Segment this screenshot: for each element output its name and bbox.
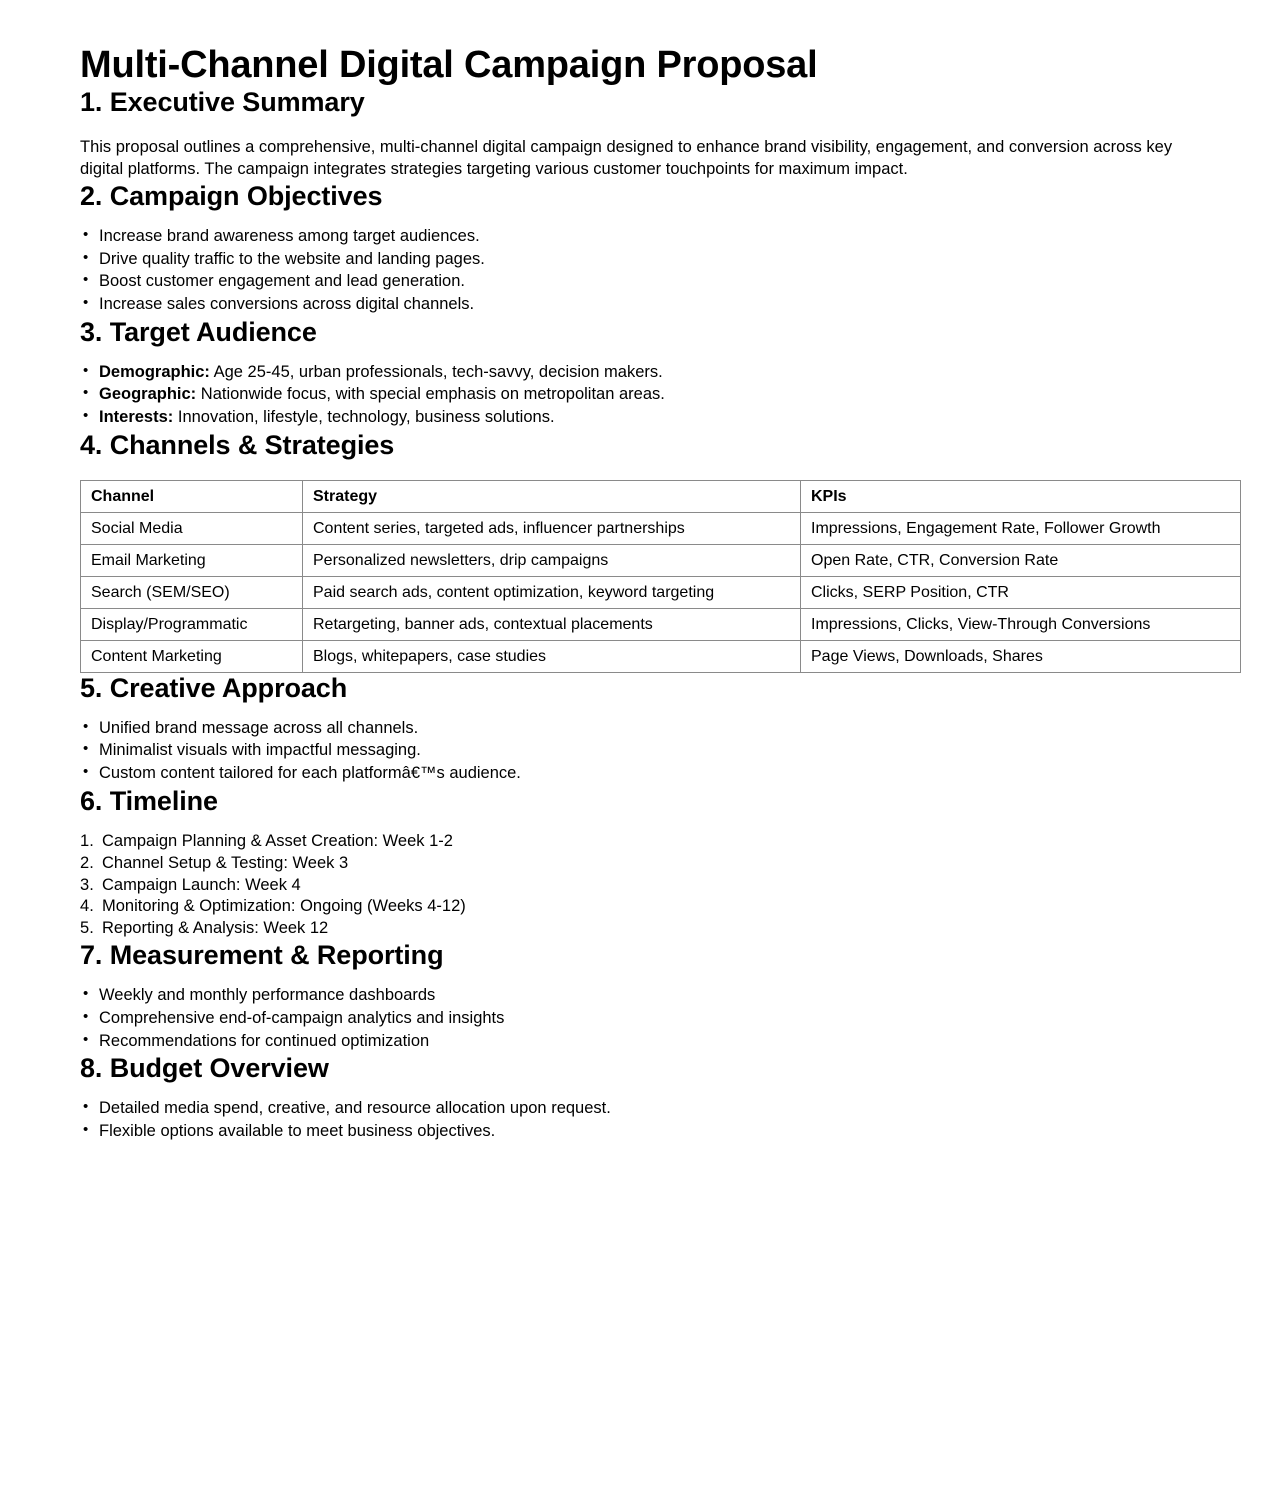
list-item: • Detailed media spend, creative, and resource allocation upon request. [80,1098,1183,1119]
column-header-strategy: Strategy [303,480,801,512]
executive-summary-paragraph: This proposal outlines a comprehensive, multi-channel digital campaign designed to enhance brand visibility, engagement, and conversion across key digital platforms. The campaign integrates strategies targeting various customer touchpoints for maximum impact. [80,137,1173,179]
list-item-text: Nationwide focus, with special emphasis on metropolitan areas. [196,385,665,404]
cell-channel: Social Media [81,512,303,544]
section-heading-campaign-objectives: 2. Campaign Objectives [80,181,383,212]
section-heading-timeline: 6. Timeline [80,785,218,816]
list-item-text: Age 25-45, urban professionals, tech-savvy, decision makers. [209,362,663,381]
cell-channel: Email Marketing [81,544,303,576]
cell-channel: Display/Programmatic [81,608,303,640]
creative-approach-list [80,704,1183,784]
cell-strategy: Content series, targeted ads, influencer partnerships [303,512,801,544]
list-item: Campaign Launch: Week 4 [102,875,301,894]
section-heading-creative-approach: 5. Creative Approach [80,672,348,703]
list-item-text: Innovation, lifestyle, technology, business solutions. [173,407,555,426]
cell-kpis: Open Rate, CTR, Conversion Rate [801,544,1241,576]
list-item-label: Demographic: [99,362,210,381]
table-row [81,576,1241,608]
budget-overview-list [80,1084,1183,1141]
cell-kpis: Page Views, Downloads, Shares [801,640,1241,672]
section-heading-measurement-reporting: 7. Measurement & Reporting [80,940,444,971]
list-item: • Unified brand message across all channels. [80,718,1183,739]
table-header [81,480,1241,512]
target-audience-list [80,348,1183,428]
list-item [80,362,1183,383]
list-item: • Drive quality traffic to the website and landing pages. [80,249,1183,270]
list-item: • Increase brand awareness among target audiences. [80,226,1183,247]
list-item: • Comprehensive end-of-campaign analytics and insights [80,1008,1183,1029]
list-item [80,407,1183,428]
cell-strategy: Paid search ads, content optimization, keyword targeting [303,576,801,608]
cell-channel: Search (SEM/SEO) [81,576,303,608]
timeline-list [80,817,1183,940]
table-row [81,544,1241,576]
list-item: • Weekly and monthly performance dashboards [80,985,1183,1006]
cell-kpis: Impressions, Clicks, View-Through Conversions [801,608,1241,640]
table-row [81,512,1241,544]
list-item: • Recommendations for continued optimization [80,1031,1183,1052]
campaign-objectives-list [80,212,1183,315]
section-heading-channels-strategies: 4. Channels & Strategies [80,429,395,460]
cell-strategy: Personalized newsletters, drip campaigns [303,544,801,576]
list-item-label: Interests: [99,407,174,426]
list-item [80,384,1183,405]
list-item: • Increase sales conversions across digital channels. [80,294,1183,315]
list-item: • Flexible options available to meet business objectives. [80,1121,1183,1142]
list-item: • Boost customer engagement and lead generation. [80,271,1183,292]
cell-strategy: Retargeting, banner ads, contextual placements [303,608,801,640]
section-heading-budget-overview: 8. Budget Overview [80,1053,329,1084]
list-item: Channel Setup & Testing: Week 3 [102,853,349,872]
cell-kpis: Clicks, SERP Position, CTR [801,576,1241,608]
cell-channel: Content Marketing [81,640,303,672]
list-item: • Minimalist visuals with impactful messaging. [80,740,1183,761]
measurement-reporting-list [80,971,1183,1051]
list-item-label: Geographic: [99,385,197,404]
page-title: Multi-Channel Digital Campaign Proposal [80,44,818,86]
list-item: Reporting & Analysis: Week 12 [102,919,329,938]
section-heading-executive-summary: 1. Executive Summary [80,86,365,117]
table-body [81,512,1241,672]
cell-kpis: Impressions, Engagement Rate, Follower Growth [801,512,1241,544]
table-header-row [81,480,1241,512]
cell-strategy: Blogs, whitepapers, case studies [303,640,801,672]
table-row [81,608,1241,640]
list-item: • Custom content tailored for each platformâ€™s audience. [80,763,1183,784]
section-heading-target-audience: 3. Target Audience [80,316,317,347]
list-item: Monitoring & Optimization: Ongoing (Weeks 4-12) [102,897,466,916]
list-item: Campaign Planning & Asset Creation: Week 1-2 [102,831,453,850]
column-header-channel: Channel [81,480,303,512]
table-row [81,640,1241,672]
column-header-kpis: KPIs [801,480,1241,512]
channels-strategies-table [80,480,1241,673]
